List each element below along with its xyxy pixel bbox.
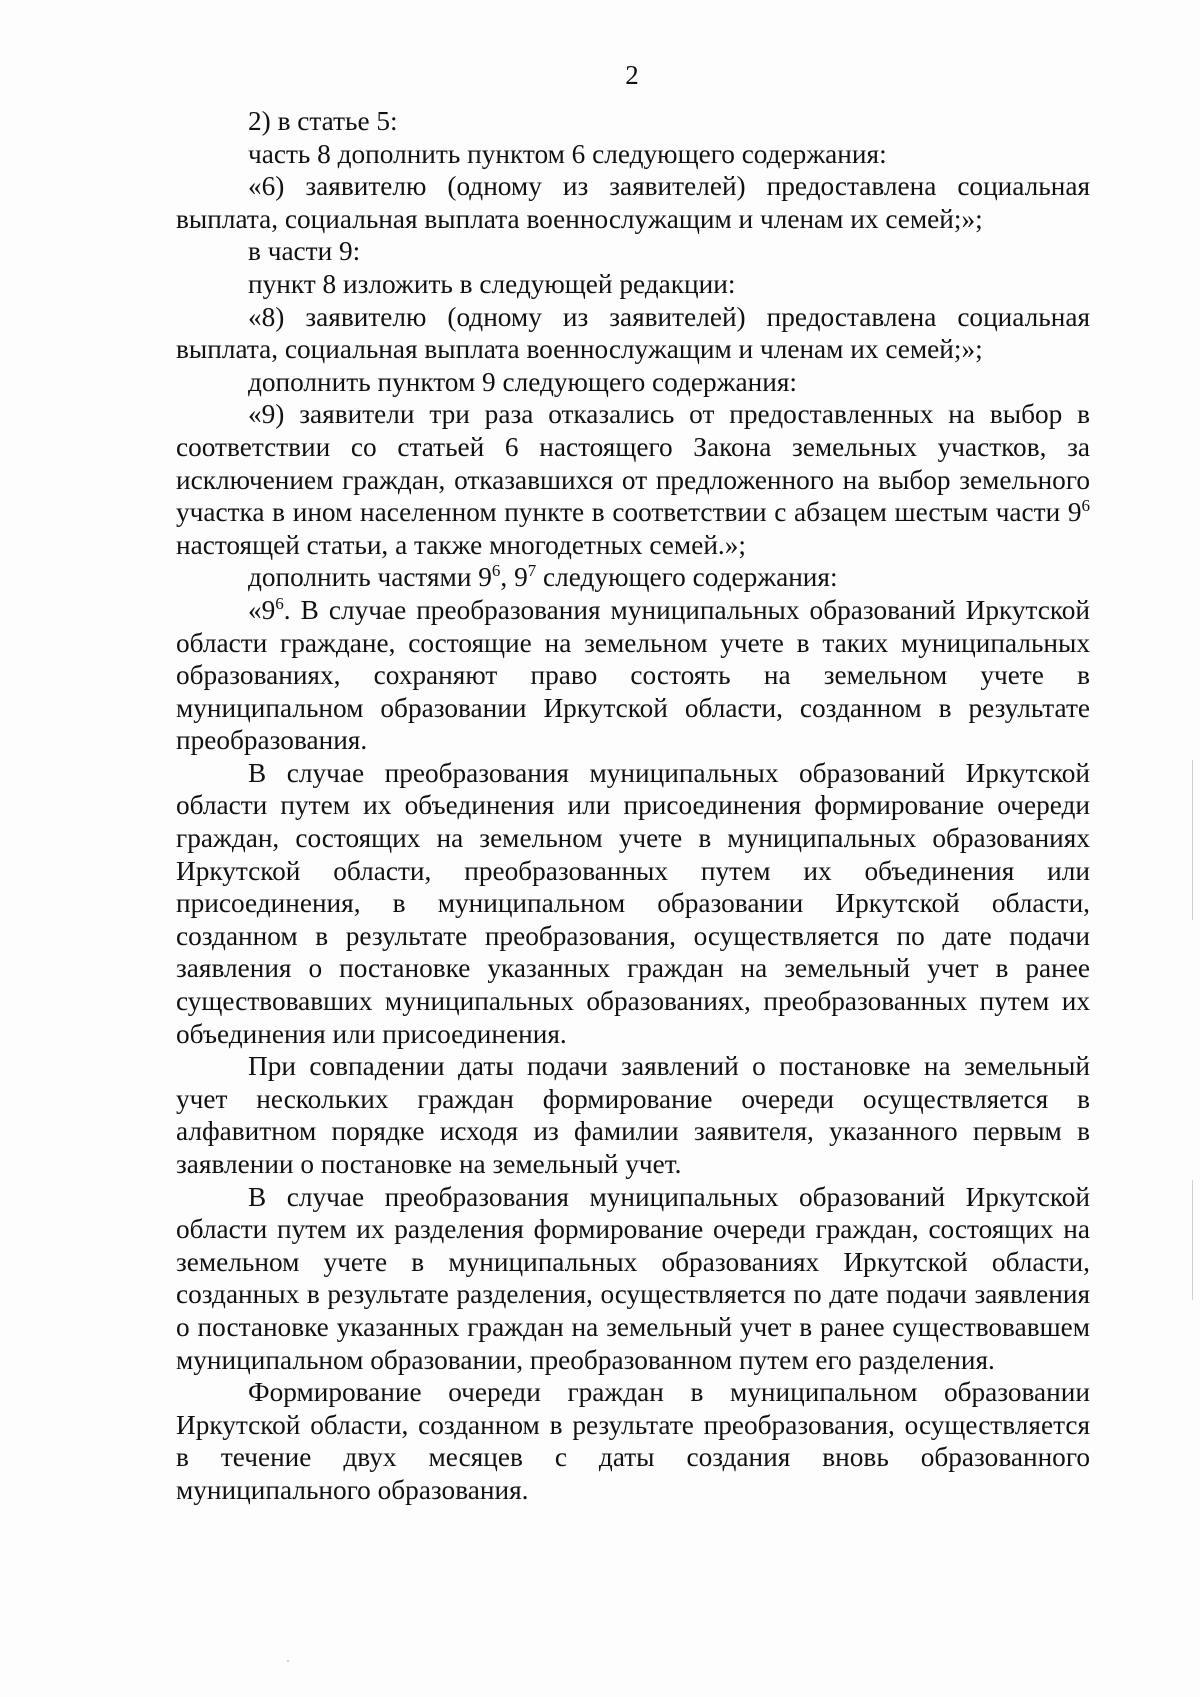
paragraph-3: «6) заявителю (одному из заявителей) предоставлена социальная выплата, социальная выплата военнослужащим и членам их семей;»; xyxy=(176,171,1090,234)
paragraph-4: в части 9: xyxy=(248,236,361,267)
paragraph-13: В случае преобразования муниципальных образований Иркутской области путем их разделения формирование очереди граждан, состоящих на земельном учете в муниципальных образованиях Иркутской области, созданных в результате разделения, осуществляется по дате подачи заявления о постановке указанных граждан на земельный учет в ранее существовавшем муниципальном образовании, преобразованном путем его разделения. xyxy=(176,1181,1090,1375)
paragraph-14: Формирование очереди граждан в муниципальном образовании Иркутской области, созданном в результате преобразования, осуществляется в течение двух месяцев с даты создания вновь образованного муниципального образования. xyxy=(176,1377,1090,1505)
scan-artifact-line xyxy=(1192,1180,1193,1300)
paragraph-8 xyxy=(176,398,1090,561)
paragraph-8-text-end: настоящей статьи, а также многодетных семей.»; xyxy=(176,529,746,560)
paragraph-9-text: дополнить частями 9 xyxy=(248,562,492,593)
paragraph-10-text: «9 xyxy=(248,594,276,625)
paragraph-9 xyxy=(176,561,1090,594)
paragraph-10-text-end: . В случае преобразования муниципальных образований Иркутской области граждане, состоящие на земельном учете в таких муниципальных образованиях, сохраняют право состоять на земельном учете в муниципальном образовании Иркутской области, созданном в результате преобразования. xyxy=(176,594,1090,756)
paragraph-8-text: «9) заявители три раза отказались от предоставленных на выбор в соответствии со статьей 6 настоящего Закона земельных участков, за исключением граждан, отказавшихся от предложенного на выбор земельного участка в ином населенном пункте в соответствии с абзацем шестым части 9 xyxy=(176,399,1090,528)
paragraph-12: При совпадении даты подачи заявлений о постановке на земельный учет нескольких граждан формирование очереди осуществляется в алфавитном порядке исходя из фамилии заявителя, указанного первым в заявлении о постановке на земельный учет. xyxy=(176,1051,1090,1179)
paragraph-11: В случае преобразования муниципальных образований Иркутской области путем их объединения или присоединения формирование очереди граждан, состоящих на земельном учете в муниципальных образованиях Иркутской области, преобразованных путем их объединения или присоединения, в муниципальном образовании Иркутской области, созданном в результате преобразования, осуществляется по дате подачи заявления о постановке указанных граждан на земельный учет в ранее существовавших муниципальных образованиях, преобразованных путем их объединения или присоединения. xyxy=(176,757,1090,1049)
superscript: 6 xyxy=(275,593,284,613)
scan-artifact-dot xyxy=(287,1660,289,1662)
paragraph-2: часть 8 дополнить пунктом 6 следующего содержания: xyxy=(248,138,887,169)
paragraph-1: 2) в статье 5: xyxy=(248,106,398,136)
paragraph-6: «8) заявителю (одному из заявителей) предоставлена социальная выплата, социальная выплата военнослужащим и членам их семей;»; xyxy=(176,301,1090,365)
paragraph-10 xyxy=(176,594,1090,757)
page-number: 2 xyxy=(625,60,639,90)
paragraph-9-text-end: следующего содержания: xyxy=(536,562,838,593)
superscript: 7 xyxy=(527,561,537,581)
superscript: 6 xyxy=(1081,496,1090,516)
scan-artifact-line xyxy=(1192,760,1193,920)
document-body xyxy=(176,105,1090,1507)
paragraph-7: дополнить пунктом 9 следующего содержания: xyxy=(248,366,798,397)
superscript: 6 xyxy=(491,561,501,581)
paragraph-5: пункт 8 изложить в следующей редакции: xyxy=(248,268,736,299)
paragraph-9-text-mid: , 9 xyxy=(500,562,528,593)
